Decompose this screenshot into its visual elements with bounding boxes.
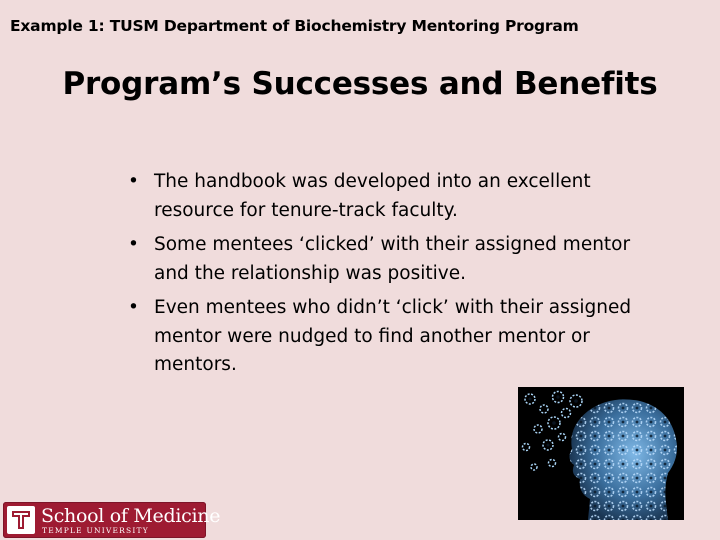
bullet-dot: • xyxy=(128,171,139,192)
bullet-dot: • xyxy=(128,297,139,318)
bullet-text: Some mentees ‘clicked’ with their assigned mentor and the relationship was positive. xyxy=(154,234,631,284)
bullet-list xyxy=(128,168,648,386)
logo-subtitle: TEMPLE UNIVERSITY xyxy=(42,526,149,535)
bullet-text: The handbook was developed into an excellent resource for tenure-track faculty. xyxy=(154,171,591,221)
bullet-text: Even mentees who didn’t ‘click’ with their assigned mentor were nudged to find another mentor or mentors. xyxy=(154,297,632,375)
bullet-dot: • xyxy=(128,234,139,255)
list-item xyxy=(128,168,648,225)
header-label: Example 1: TUSM Department of Biochemistry Mentoring Program xyxy=(10,17,579,35)
list-item xyxy=(128,294,648,380)
slide-title: Program’s Successes and Benefits xyxy=(62,66,658,102)
list-item xyxy=(128,231,648,288)
temple-t-icon xyxy=(7,506,35,534)
logo-name: School of Medicine xyxy=(41,505,221,527)
school-of-medicine-logo[interactable] xyxy=(3,502,221,538)
gear-head-icon xyxy=(518,387,684,520)
